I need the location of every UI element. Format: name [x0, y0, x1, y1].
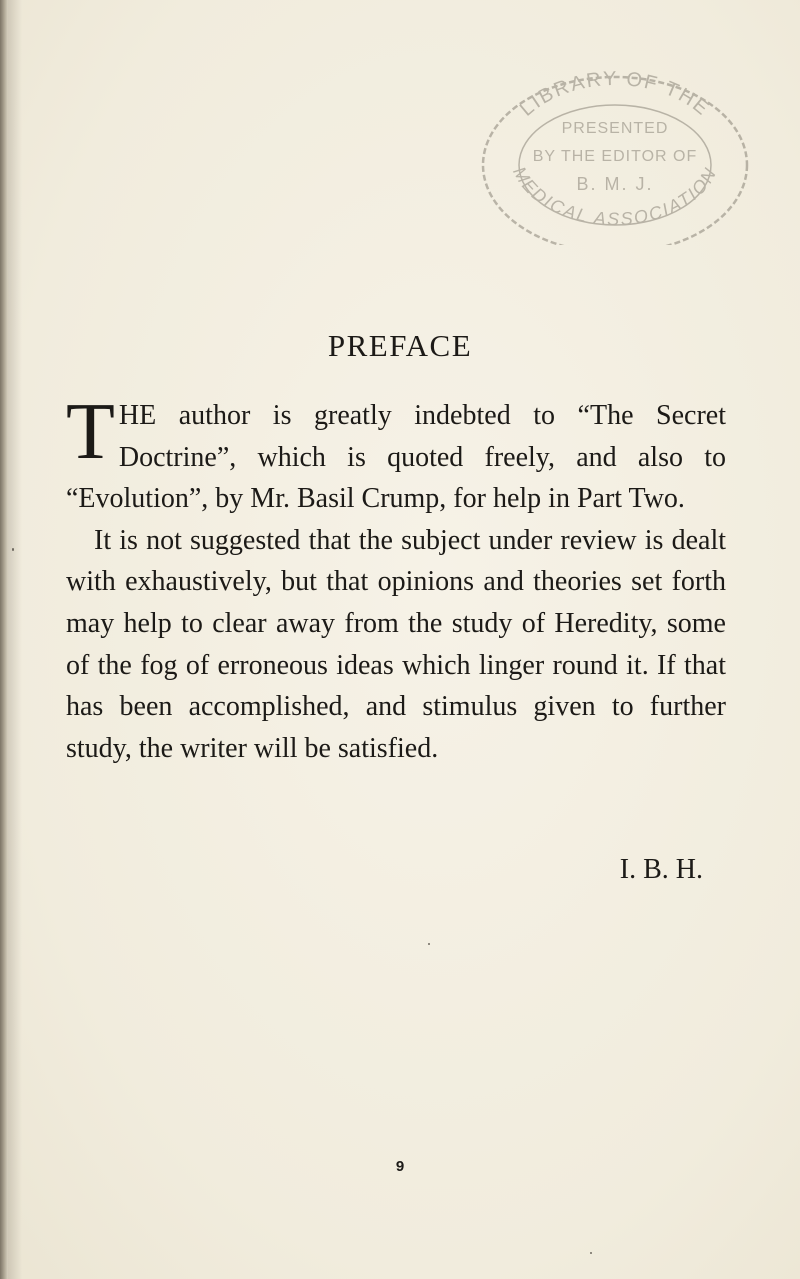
stamp-outer-top-text: LIBRARY OF THE	[515, 67, 715, 121]
author-initials: I. B. H.	[619, 854, 703, 885]
preface-body	[66, 388, 726, 769]
page-gutter	[0, 0, 8, 1279]
paragraph-2: It is not suggested that the subject under review is dealt with exhaustively, but that opinions and theories set forth may help to clear away from the study of Heredity, some of the fog of erroneous ideas which linger round it. If that has been accomplished, and stimulus given to further study, the writer will be satisfied.	[66, 524, 726, 764]
drop-cap: T	[66, 388, 115, 476]
stamp-line-3: B. M. J.	[576, 174, 654, 194]
paper-speck	[12, 548, 14, 551]
stamp-outer-bottom-text: MEDICAL ASSOCIATION	[509, 163, 721, 230]
gutter-shadow	[8, 0, 22, 1279]
stamp-line-2: BY THE EDITOR OF	[532, 148, 698, 165]
page-title: PREFACE	[327, 328, 473, 363]
page-number: 9	[395, 1158, 405, 1175]
stamp-line-1: PRESENTED	[561, 120, 669, 137]
svg-text:LIBRARY OF THE	[516, 68, 714, 121]
library-stamp	[460, 55, 760, 245]
paper-speck	[590, 1252, 592, 1254]
paragraph-1-text: HE author is greatly indebted to “The Secret Doctrine”, which is quoted freely, and also to “Evolution”, by Mr. Basil Crump, for help in Part Two.	[66, 400, 726, 515]
paragraph-1	[66, 388, 726, 520]
paper-speck	[428, 943, 430, 945]
